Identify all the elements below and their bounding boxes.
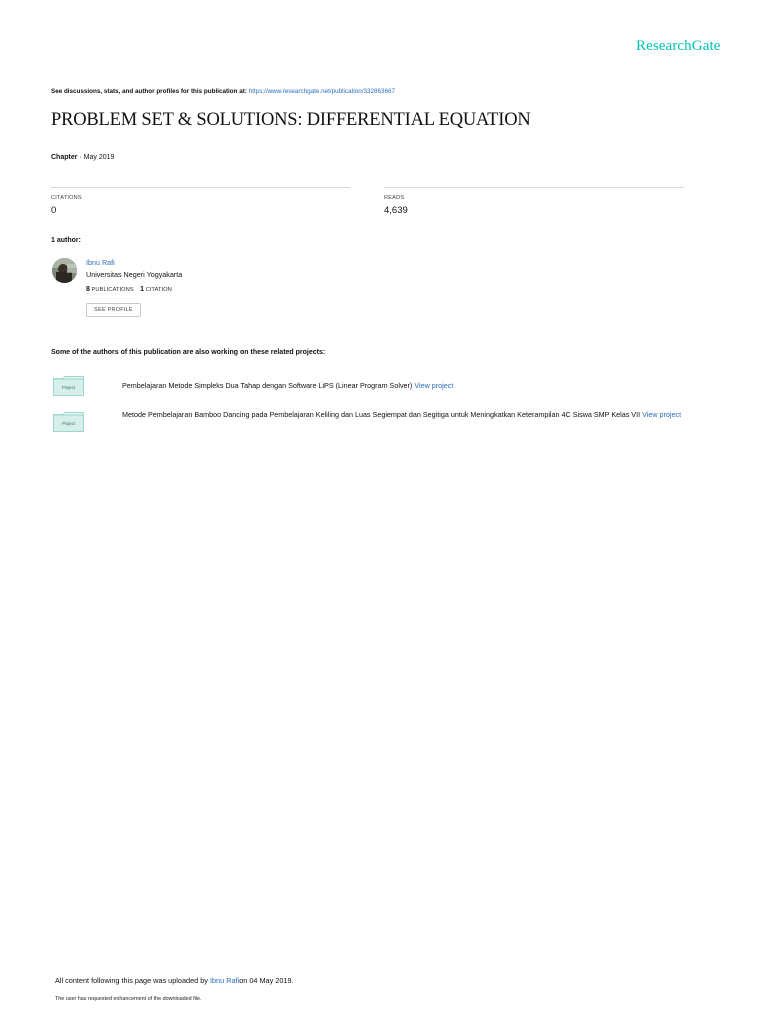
author-affiliation: Universitas Negeri Yogyakarta [86,270,183,279]
reads-value: 4,639 [384,205,408,216]
uploader-link[interactable]: Ibnu Rafi [209,976,240,985]
author-publications-count: 8 [86,286,90,293]
avatar-photo-icon [52,258,77,283]
project-icon-label: Project [61,385,76,390]
project-item [122,408,722,421]
project-title: Metode Pembelajaran Bamboo Dancing pada Pembelajaran Keliling dan Luas Segiempat dan Segitiga untuk Meningkatkan Keterampilan 4C Siswa SMP Kelas VII [122,410,641,419]
view-project-link[interactable]: View project [414,381,454,390]
upload-prefix: All content following this page was uploaded by [55,976,208,985]
project-icon-label: Project [61,421,76,426]
see-discussions-text: See discussions, stats, and author profiles for this publication at: [51,88,247,95]
publication-url-link[interactable]: https://www.researchgate.net/publication/332863667 [248,88,396,95]
folder-icon [53,412,84,432]
project-title: Pembelajaran Metode Simpleks Dua Tahap dengan Software LiPS (Linear Program Solver) [122,381,413,390]
see-profile-button[interactable]: SEE PROFILE [86,303,141,317]
enhancement-note: The user has requested enhancement of the downloaded file. [55,996,202,1002]
author-citations-count: 1 [140,286,144,293]
author-stats [86,286,172,293]
researchgate-logo[interactable]: ResearchGate [636,38,721,54]
view-project-link[interactable]: View project [642,410,682,419]
upload-suffix: on 04 May 2019. [239,976,294,985]
author-citations-label: CITATION [145,287,172,293]
publication-date: · May 2019 [79,154,115,161]
author-avatar[interactable] [52,258,77,283]
author-name-link[interactable]: Ibnu Rafi [86,258,115,267]
publication-type: Chapter [51,154,78,161]
project-item [122,379,722,392]
related-projects-heading: Some of the authors of this publication are also working on these related projects: [51,349,326,356]
citations-value: 0 [51,205,57,216]
upload-note [55,976,294,985]
author-publications-label: PUBLICATIONS [91,287,134,293]
folder-icon [53,376,84,396]
citations-label: CITATIONS [51,195,82,201]
publication-title: PROBLEM SET & SOLUTIONS: DIFFERENTIAL EQUATION [51,110,531,130]
citations-divider [51,187,350,188]
authors-heading: 1 author: [51,237,81,244]
publication-meta [51,154,114,161]
reads-divider [384,187,684,188]
reads-label: READS [384,195,405,201]
see-discussions-line [51,88,395,95]
project-icon[interactable] [53,376,84,396]
project-icon[interactable] [53,412,84,432]
